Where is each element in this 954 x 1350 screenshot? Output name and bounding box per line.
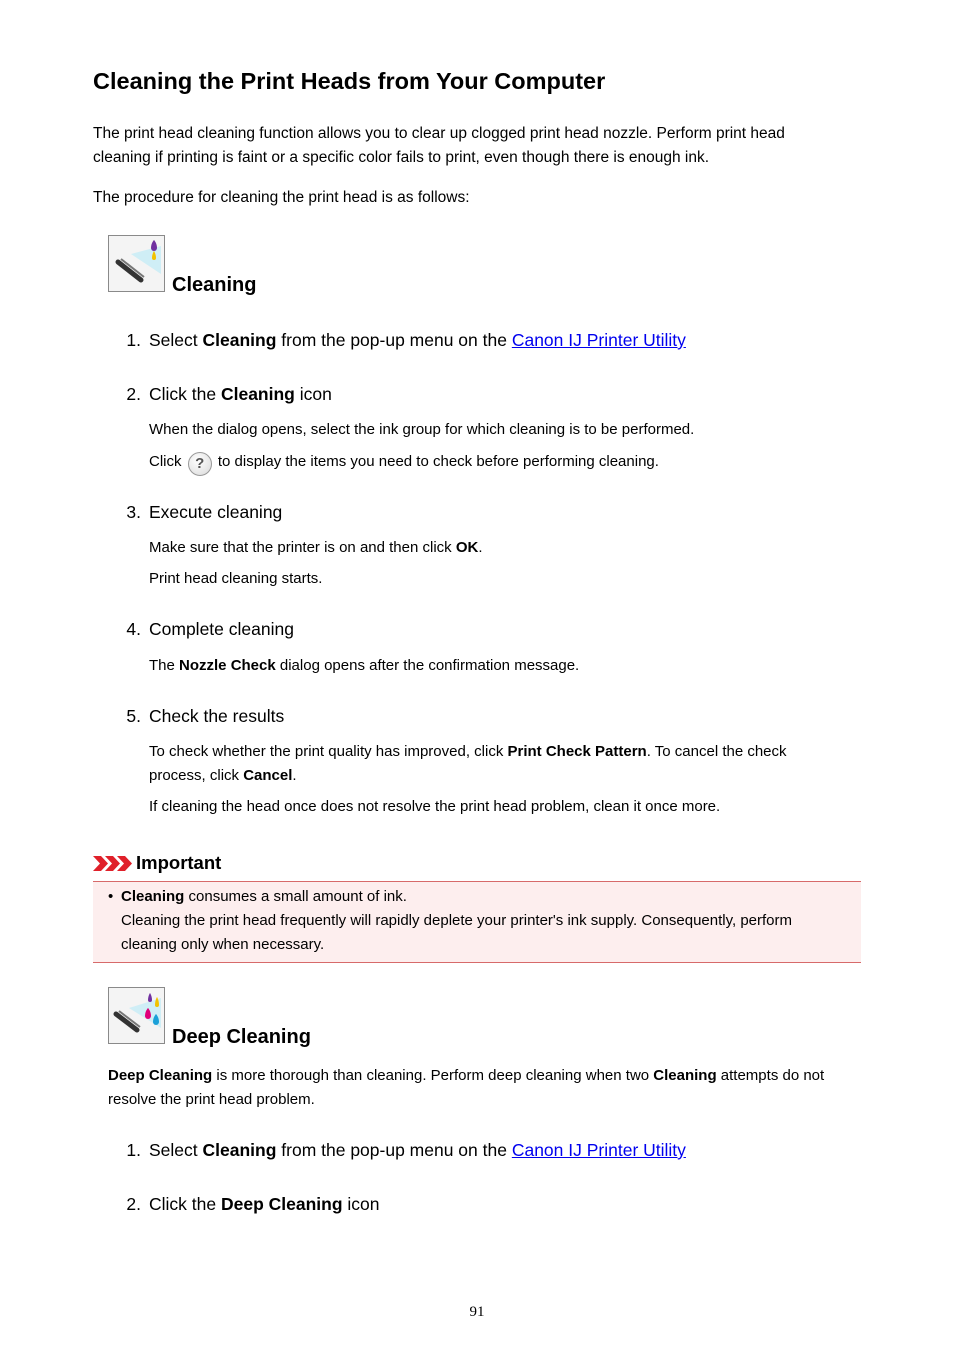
- important-bullet: •: [108, 888, 114, 905]
- cleaning-step-2: 2. Click the Cleaning icon: [126, 384, 332, 404]
- cleaning-step-5: 5. Check the results: [126, 706, 285, 726]
- procedure-paragraph: The procedure for cleaning the print head is as follows:: [93, 189, 470, 206]
- cleaning-step-2-detail: When the dialog opens, select the ink group for which cleaning is to be performed.: [149, 421, 695, 438]
- deep-cleaning-icon: [108, 987, 165, 1044]
- deep-cleaning-heading: Deep Cleaning: [172, 1026, 311, 1048]
- cleaning-step-3-note: Print head cleaning starts.: [149, 570, 323, 587]
- canon-ij-printer-utility-link-2[interactable]: Canon IJ Printer Utility: [511, 1140, 686, 1160]
- cleaning-step-5-note: If cleaning the head once does not resolve the print head problem, clean it once more.: [149, 798, 721, 815]
- important-heading: Important: [136, 852, 222, 873]
- deep-cleaning-description: Deep Cleaning is more thorough than cleaning. Perform deep cleaning when two Cleaning attempts do not resolve the print head problem.: [108, 1067, 825, 1108]
- deep-step-1: 1. Select Cleaning from the pop-up menu on the Canon IJ Printer Utility: [126, 1140, 686, 1160]
- cleaning-step-5-detail: To check whether the print quality has improved, click Print Check Pattern. To cancel the check process, click Cancel.: [149, 743, 787, 784]
- cleaning-step-1: 1. Select Cleaning from the pop-up menu on the Canon IJ Printer Utility: [126, 330, 686, 350]
- page-title: Cleaning the Print Heads from Your Computer: [93, 68, 606, 94]
- cleaning-heading: Cleaning: [172, 274, 257, 296]
- intro-paragraph: The print head cleaning function allows you to clear up clogged print head nozzle. Perform print head cleaning if printing is faint or a specific color fails to print, even though there is enough ink.: [93, 125, 785, 166]
- cleaning-step-2-help: Click ? to display the items you need to check before performing cleaning.: [149, 450, 659, 476]
- help-icon[interactable]: ?: [188, 452, 212, 476]
- cleaning-step-3: 3. Execute cleaning: [126, 502, 283, 522]
- cleaning-icon: [108, 235, 165, 292]
- cleaning-step-4: 4. Complete cleaning: [126, 619, 294, 639]
- canon-ij-printer-utility-link[interactable]: Canon IJ Printer Utility: [511, 330, 686, 350]
- page-number: 91: [469, 1304, 485, 1320]
- cleaning-step-3-detail: Make sure that the printer is on and then click OK.: [149, 539, 483, 556]
- deep-step-2: 2. Click the Deep Cleaning icon: [126, 1194, 380, 1214]
- cleaning-step-4-detail: The Nozzle Check dialog opens after the confirmation message.: [149, 657, 580, 674]
- important-text: Cleaning consumes a small amount of ink. Cleaning the print head frequently will rapidly deplete your printer's ink supply. Consequently, perform cleaning only when necessary.: [121, 888, 793, 953]
- important-arrows-icon: [93, 856, 133, 876]
